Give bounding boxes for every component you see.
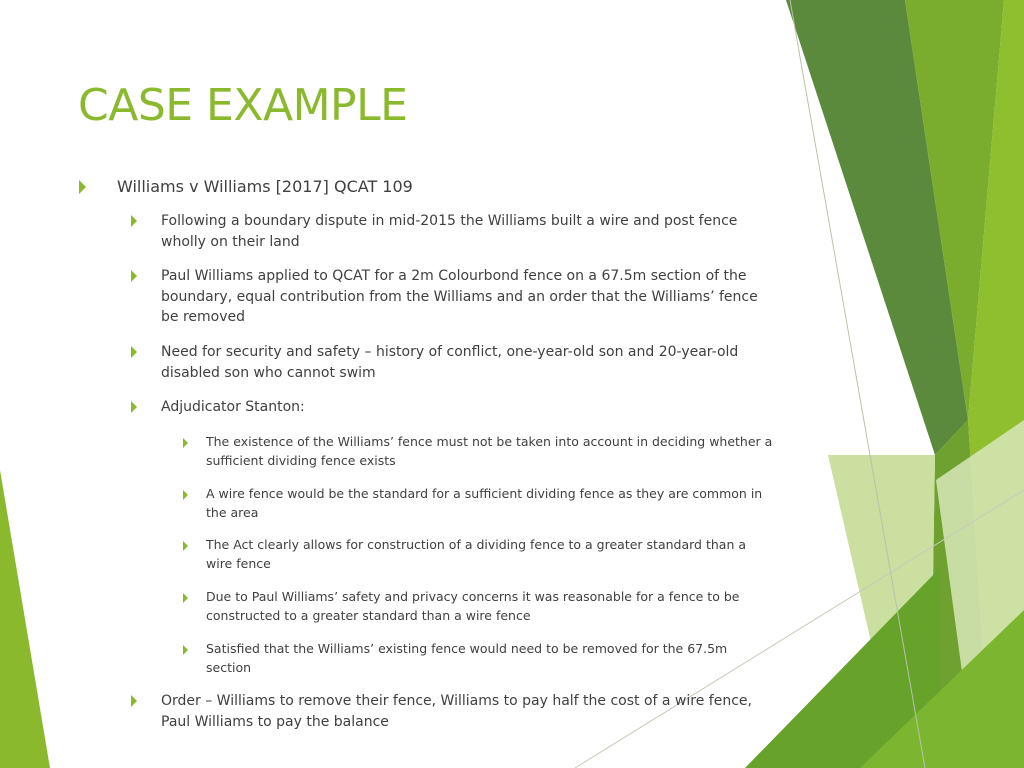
slide-title: CASE EXAMPLE [78,80,408,131]
bullet-item-level-2 [130,266,761,328]
triangle-right-icon [130,345,138,366]
bullet-item-level-2 [130,342,761,383]
bullet-text: Need for security and safety – history of conflict, one-year-old son and 20-year-old disabled son who cannot swim [161,344,739,381]
bullet-item-level-3 [182,484,774,522]
triangle-right-icon [182,538,189,557]
triangle-right-icon [130,214,138,235]
bullet-text: Satisfied that the Williams’ existing fence would need to be removed for the 67.5m section [206,641,728,675]
triangle-right-icon [182,590,189,609]
bullet-text: Due to Paul Williams’ safety and privacy concerns it was reasonable for a fence to be constructed to a greater standard than a wire fence [206,589,740,623]
bullet-text: Following a boundary dispute in mid-2015 the Williams built a wire and post fence wholly on their land [161,213,738,250]
triangle-right-icon [130,400,138,421]
bullet-text: Order – Williams to remove their fence, Williams to pay half the cost of a wire fence, Paul Williams to pay the balance [161,693,752,730]
bullet-text: Adjudicator Stanton: [161,399,305,415]
triangle-right-icon [182,642,189,661]
bullet-item-level-1 [78,176,797,197]
bullet-text: Williams v Williams [2017] QCAT 109 [117,177,413,196]
bullet-item-level-2 [130,211,761,252]
bullet-item-level-2 [130,691,761,732]
bullet-text: Paul Williams applied to QCAT for a 2m Colourbond fence on a 67.5m section of the boundary, equal contribution from the Williams and an order that the Williams’ fence be removed [161,268,758,325]
bullet-item-level-3 [182,587,774,625]
triangle-right-icon [130,269,138,290]
triangle-right-icon [182,435,189,454]
bullet-text: The existence of the Williams’ fence must not be taken into account in deciding whether a sufficient dividing fence exists [206,434,773,468]
bullet-item-level-2 [130,397,761,418]
bullet-text: The Act clearly allows for construction of a dividing fence to a greater standard than a wire fence [206,537,746,571]
triangle-right-icon [78,179,87,200]
triangle-right-icon [182,487,189,506]
bullet-text: A wire fence would be the standard for a sufficient dividing fence as they are common in the area [206,486,763,520]
triangle-right-icon [130,694,138,715]
bullet-item-level-3 [182,535,774,573]
bullet-item-level-3 [182,639,774,677]
bullet-item-level-3 [182,432,774,470]
